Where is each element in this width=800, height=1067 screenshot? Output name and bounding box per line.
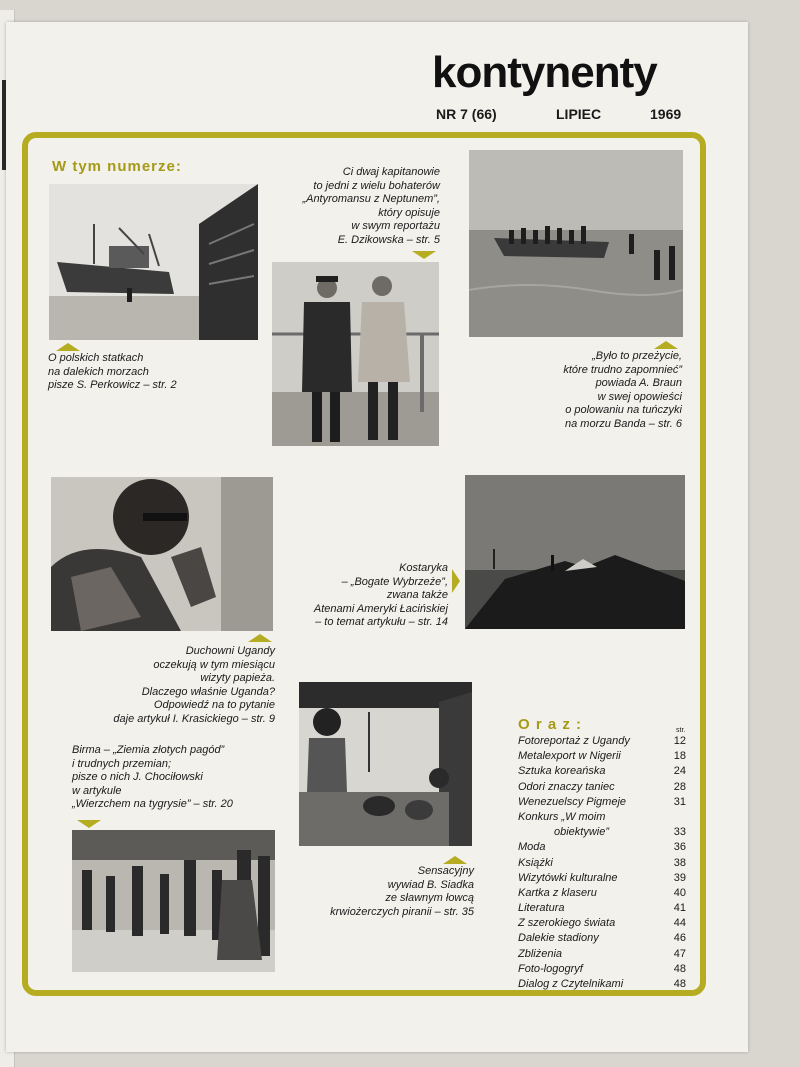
caption-captains bbox=[262, 166, 440, 247]
toc-item-page: 46 bbox=[673, 932, 686, 945]
caption-piranha bbox=[300, 865, 474, 919]
caption-line: Sensacyjny bbox=[417, 865, 474, 877]
caption-line: o polowaniu na tuńczyki bbox=[565, 404, 682, 416]
toc-item-page: 28 bbox=[673, 780, 686, 793]
caption-line: „Antyromansu z Neptunem”, bbox=[302, 193, 440, 205]
toc-item[interactable] bbox=[518, 856, 690, 871]
caption-line: oczekują w tym miesiącu bbox=[153, 658, 275, 671]
toc-item-title: Wenezuelscy Pigmeje bbox=[518, 795, 627, 808]
caption-line: w swym reportażu bbox=[351, 220, 440, 232]
caption-line: Birma – „Ziemia złotych pagód” bbox=[72, 744, 225, 756]
caption-line: Ci dwaj kapitanowie bbox=[342, 166, 440, 178]
caption-line: wizyty papieża. bbox=[200, 672, 275, 684]
photo-piranha-hunter[interactable] bbox=[299, 682, 472, 846]
toc-item-page: 40 bbox=[673, 886, 686, 899]
caption-line: – to temat artykułu – str. 14 bbox=[315, 616, 448, 628]
toc-item-title: Metalexport w Nigerii bbox=[518, 750, 621, 763]
issue-month: LIPIEC bbox=[556, 106, 602, 122]
toc-item-page: 24 bbox=[673, 765, 686, 778]
pointer-triangle-up bbox=[248, 634, 272, 642]
caption-line: ze sławnym łowcą bbox=[385, 892, 474, 904]
caption-line: zwana także bbox=[386, 589, 448, 601]
toc-item-title: Fotoreportaż z Ugandy bbox=[518, 735, 630, 747]
toc-item[interactable] bbox=[518, 916, 690, 931]
section-heading-in-issue: W tym numerze: bbox=[52, 158, 182, 175]
toc-item-title: Dalekie stadiony bbox=[518, 932, 599, 945]
photo-uganda-clergy[interactable] bbox=[51, 477, 273, 631]
toc-item-page: 33 bbox=[673, 826, 686, 839]
photo-burma-street[interactable] bbox=[72, 830, 275, 972]
toc-item-page: 38 bbox=[673, 856, 686, 869]
toc-item-page: 39 bbox=[673, 871, 686, 884]
toc-item[interactable] bbox=[518, 931, 690, 946]
toc-item[interactable] bbox=[518, 840, 690, 855]
masthead-logo: kontynenty bbox=[432, 48, 657, 97]
pointer-triangle-up bbox=[443, 856, 467, 864]
toc-item-title: Literatura bbox=[518, 902, 565, 915]
toc-item-page: 31 bbox=[673, 795, 686, 808]
caption-line: E. Dzikowska – str. 5 bbox=[337, 233, 440, 246]
caption-line: daje artykuł I. Krasickiego – str. 9 bbox=[113, 712, 275, 725]
toc-item-title: Zbliżenia bbox=[518, 947, 563, 960]
toc-item-page: 41 bbox=[673, 902, 686, 915]
toc-item[interactable] bbox=[518, 977, 690, 992]
caption-line: pisze S. Perkowicz – str. 2 bbox=[48, 379, 177, 391]
caption-line: wywiad B. Siadka bbox=[387, 878, 474, 891]
section-heading-also: O r a z : bbox=[518, 716, 583, 733]
photo-ship-port[interactable] bbox=[49, 184, 258, 340]
toc-item-title: Konkurs „W moim bbox=[518, 810, 606, 823]
caption-line: powiada A. Braun bbox=[595, 377, 682, 389]
toc-item-title: obiektywie” bbox=[554, 826, 610, 839]
caption-line: krwiożerczych piranii – str. 35 bbox=[330, 905, 474, 918]
toc-item[interactable] bbox=[518, 871, 690, 886]
toc-item-title: Sztuka koreańska bbox=[518, 765, 606, 778]
caption-line: „Wierzchem na tygrysie” – str. 20 bbox=[72, 798, 233, 810]
caption-line: pisze o nich J. Chociłowski bbox=[72, 771, 203, 783]
caption-line: który opisuje bbox=[378, 206, 440, 219]
toc-item[interactable] bbox=[518, 780, 690, 795]
toc-item-page: 48 bbox=[673, 978, 686, 990]
caption-uganda bbox=[80, 645, 275, 726]
caption-costarica bbox=[290, 562, 448, 630]
toc-item-title: Dialog z Czytelnikami bbox=[518, 978, 624, 990]
caption-line: w swej opowieści bbox=[597, 390, 682, 403]
issue-number: NR 7 (66) bbox=[436, 106, 497, 122]
toc-item[interactable] bbox=[518, 795, 690, 810]
toc-item-title: Wizytówki kulturalne bbox=[518, 871, 618, 884]
toc-item-title: Foto-logogryf bbox=[518, 962, 583, 975]
caption-line: to jedni z wielu bohaterów bbox=[313, 179, 440, 192]
toc-item[interactable] bbox=[518, 886, 690, 901]
pointer-triangle-down bbox=[412, 251, 436, 259]
pointer-triangle-right bbox=[452, 569, 460, 593]
toc-item-page: 44 bbox=[673, 917, 686, 930]
toc-item-title: Książki bbox=[518, 856, 553, 869]
pointer-triangle-up bbox=[56, 343, 80, 351]
caption-line: Duchowni Ugandy bbox=[185, 645, 275, 657]
toc-item-page: 36 bbox=[673, 841, 686, 854]
caption-ships bbox=[48, 352, 177, 393]
toc-item[interactable] bbox=[518, 825, 690, 840]
toc-item-title: Kartka z klaseru bbox=[518, 886, 597, 899]
toc-item-title: Odori znaczy taniec bbox=[518, 780, 615, 793]
photo-costarica[interactable] bbox=[465, 475, 685, 629]
toc-item-page: 12 bbox=[673, 735, 686, 747]
caption-line: w artykule bbox=[72, 784, 122, 797]
toc-item[interactable] bbox=[518, 962, 690, 977]
caption-line: – „Bogate Wybrzeże”, bbox=[341, 575, 448, 588]
caption-line: na morzu Banda – str. 6 bbox=[565, 417, 682, 430]
toc-item-page: 48 bbox=[673, 962, 686, 975]
photo-captains[interactable] bbox=[272, 262, 439, 446]
toc-item[interactable] bbox=[518, 749, 690, 764]
toc-item[interactable] bbox=[518, 764, 690, 779]
caption-burma bbox=[72, 744, 292, 812]
toc-item-page: 18 bbox=[673, 750, 686, 763]
caption-line: „Było to przeżycie, bbox=[592, 350, 682, 362]
toc-item[interactable] bbox=[518, 734, 690, 749]
caption-line: O polskich statkach bbox=[48, 352, 144, 364]
issue-year: 1969 bbox=[650, 106, 682, 122]
caption-line: Kostaryka bbox=[399, 562, 448, 574]
toc-list bbox=[518, 734, 690, 992]
caption-line: Odpowiedź na to pytanie bbox=[153, 699, 275, 711]
caption-line: Dlaczego właśnie Uganda? bbox=[141, 685, 275, 698]
pointer-triangle-up bbox=[654, 341, 678, 349]
toc-item[interactable] bbox=[518, 901, 690, 916]
pointer-triangle-down bbox=[77, 820, 101, 828]
toc-item[interactable] bbox=[518, 947, 690, 962]
toc-item-page: 47 bbox=[673, 947, 686, 960]
caption-line: które trudno zapomnieć” bbox=[563, 363, 682, 376]
caption-tuna bbox=[490, 350, 682, 431]
toc-item-title: Z szerokiego świata bbox=[518, 917, 616, 930]
caption-line: i trudnych przemian; bbox=[72, 757, 172, 770]
photo-tuna-boat[interactable] bbox=[469, 150, 683, 337]
caption-line: na dalekich morzach bbox=[48, 365, 149, 378]
toc-item-title: Moda bbox=[518, 841, 546, 854]
toc-page-label: str. bbox=[676, 727, 686, 734]
toc-item[interactable] bbox=[518, 810, 690, 825]
caption-line: Atenami Ameryki Łacińskiej bbox=[313, 602, 448, 615]
